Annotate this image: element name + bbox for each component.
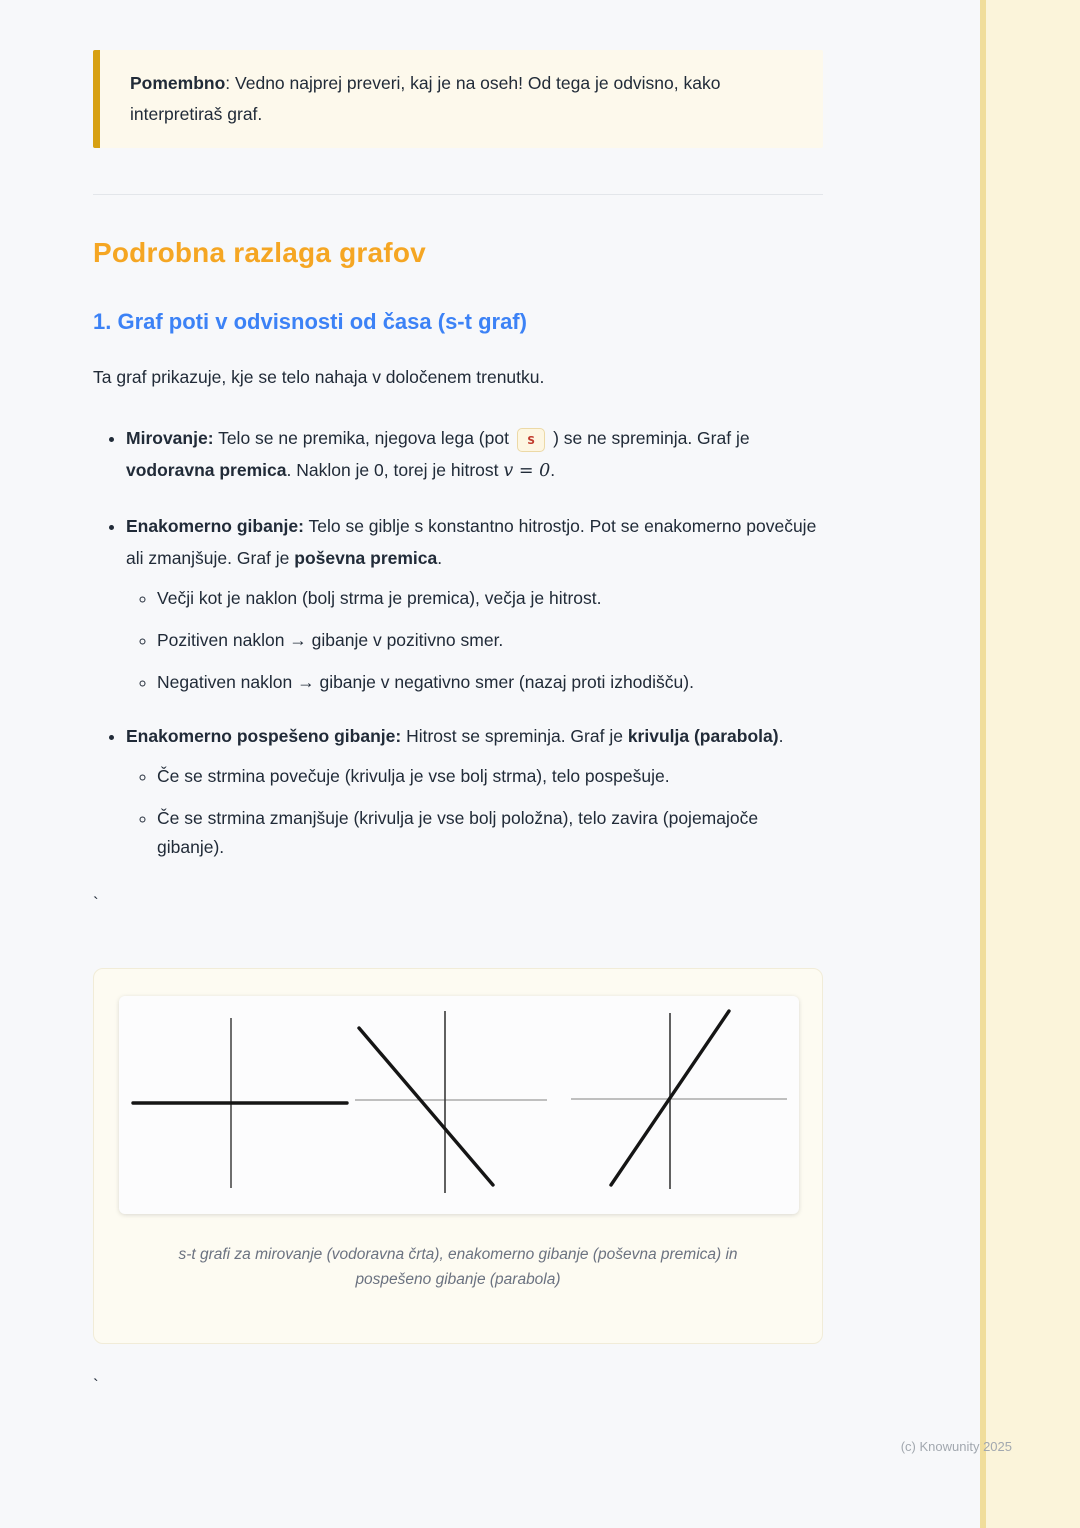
bullet-text: Telo se giblje s konstantno hitrostjo. Pot se enakomerno povečuje ali zmanjšuje. Graf je <box>126 516 817 568</box>
inline-code-s: s <box>517 428 545 452</box>
section-divider <box>93 194 823 195</box>
copyright-notice: (c) Knowunity 2025 <box>900 1439 1012 1454</box>
sub-bullet: ◦ Večji kot je naklon (bolj strma je premica), večja je hitrost. <box>157 584 823 613</box>
stray-backtick: ` <box>93 1375 99 1395</box>
bullet-label: Enakomerno pospešeno gibanje: <box>126 725 402 746</box>
bullet-text: Hitrost se spreminja. Graf je <box>401 725 628 746</box>
math-expression: v = 0 <box>503 460 551 481</box>
bullet-text: ) se ne spreminja. Graf je <box>548 428 750 448</box>
bullet-text: . <box>437 547 443 568</box>
sub-bullet: ◦ Če se strmina zmanjšuje (krivulja je vse bolj položna), telo zavira (pojemajoče gibanje). <box>157 804 823 862</box>
stray-backtick: ` <box>93 893 99 913</box>
bullet-text: . Naklon je 0, torej je hitrost <box>286 459 504 480</box>
bold-text: krivulja (parabola) <box>627 725 779 746</box>
bullet-text: . <box>550 459 556 480</box>
bullet-mirovanje <box>126 423 823 487</box>
right-margin-stripe <box>980 0 1080 1528</box>
intro-paragraph: Ta graf prikazuje, kje se telo nahaja v določenem trenutku. <box>93 367 545 388</box>
sub-bullet: ◦ Pozitiven naklon → gibanje v pozitivno smer. <box>157 626 823 655</box>
graphs-image <box>119 996 799 1214</box>
subsection-title: 1. Graf poti v odvisnosti od časa (s-t graf) <box>93 309 527 335</box>
sub-list-pospeseno <box>126 762 823 862</box>
bullet-pospeseno <box>126 721 823 862</box>
page-title: Podrobna razlaga grafov <box>93 237 426 269</box>
bold-text: poševna premica <box>294 547 438 568</box>
bullet-text: Telo se ne premika, njegova lega (pot <box>213 428 514 448</box>
bullet-enakomerno <box>126 511 823 697</box>
callout-label: Pomembno <box>130 73 226 93</box>
bullet-label: Enakomerno gibanje: <box>126 516 304 536</box>
bold-text: vodoravna premica <box>126 459 287 480</box>
important-callout <box>93 50 823 148</box>
bullet-label: Mirovanje: <box>126 428 214 448</box>
document-content <box>93 0 823 1396</box>
st-graphs-sketch <box>119 996 799 1214</box>
bullet-text: . <box>778 725 784 746</box>
figure-card <box>93 968 823 1344</box>
callout-text: : Vedno najprej preveri, kaj je na oseh! Od tega je odvisno, kako interpretiraš graf. <box>130 73 721 124</box>
main-list <box>93 423 823 862</box>
figure-caption: s-t grafi za mirovanje (vodoravna črta), enakomerno gibanje (poševna premica) in pospešeno gibanje (parabola) <box>178 1245 738 1289</box>
sub-bullet: ◦ Če se strmina povečuje (krivulja je vse bolj strma), telo pospešuje. <box>157 762 823 791</box>
sub-list-enakomerno <box>126 584 823 697</box>
sub-bullet: ◦ Negativen naklon → gibanje v negativno smer (nazaj proti izhodišču). <box>157 668 823 697</box>
